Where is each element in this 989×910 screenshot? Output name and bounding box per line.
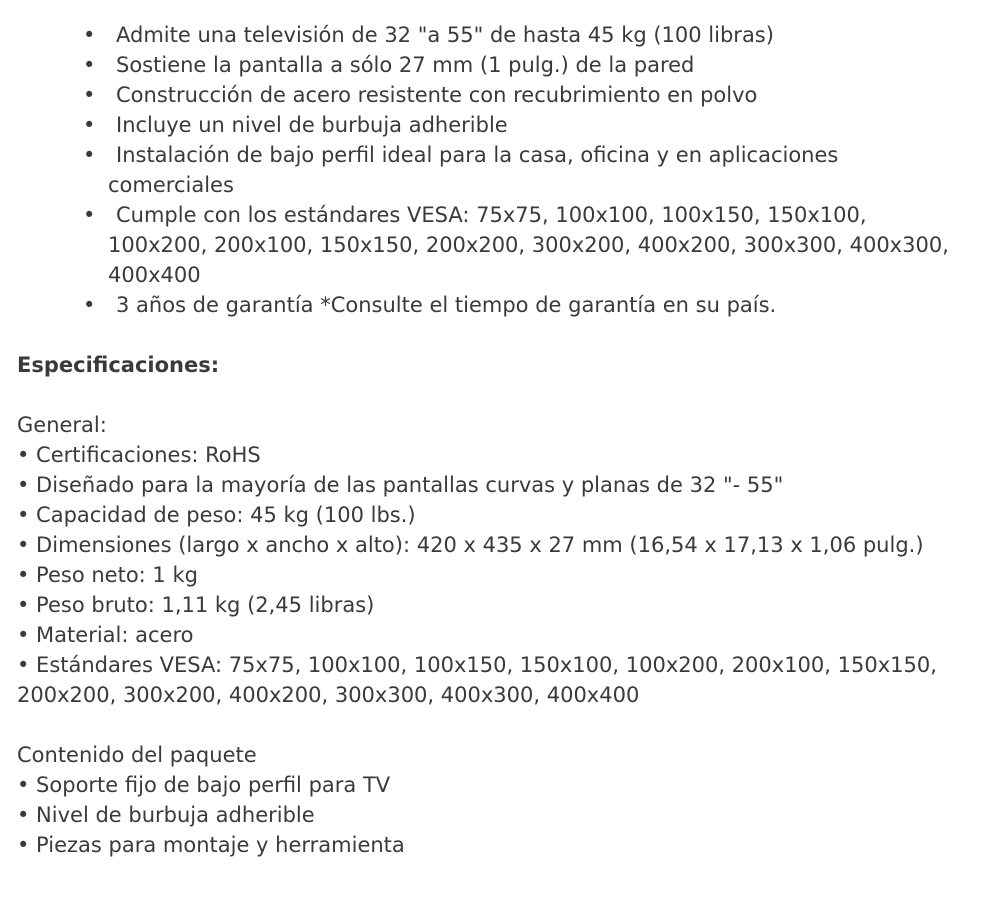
- feature-text: Instalación de bajo perfil ideal para la casa, oficina y en aplicaciones comerciales: [108, 143, 839, 197]
- feature-text: 3 años de garantía *Consulte el tiempo de garantía en su país.: [116, 293, 777, 317]
- general-section: [17, 410, 989, 710]
- bullet-icon: •: [83, 293, 96, 317]
- feature-item: [17, 140, 969, 200]
- bullet-icon: •: [83, 113, 96, 137]
- bullet-icon: •: [83, 203, 96, 227]
- feature-text: Construcción de acero resistente con recubrimiento en polvo: [116, 83, 758, 107]
- bullet-icon: •: [83, 53, 96, 77]
- feature-text: Admite una televisión de 32 "a 55" de hasta 45 kg (100 libras): [116, 23, 774, 47]
- spec-item: • Material: acero: [17, 623, 194, 647]
- spec-item: • Capacidad de peso: 45 kg (100 lbs.): [17, 503, 416, 527]
- package-section: [17, 740, 989, 860]
- feature-item: [17, 200, 969, 290]
- package-content-list: [17, 770, 977, 860]
- feature-item: [17, 50, 969, 80]
- package-item: • Piezas para montaje y herramienta: [17, 833, 405, 857]
- spec-item: • Peso bruto: 1,11 kg (2,45 libras): [17, 593, 375, 617]
- feature-item: [17, 290, 969, 320]
- general-title: General:: [17, 413, 107, 437]
- specs-title: Especificaciones:: [17, 353, 220, 377]
- spec-item: • Estándares VESA: 75x75, 100x100, 100x150, 150x100, 100x200, 200x100, 150x150, 200x200, 300x200, 400x200, 300x300, 400x300, 400x400: [17, 653, 937, 707]
- feature-item: [17, 110, 969, 140]
- package-item: • Nivel de burbuja adherible: [17, 803, 315, 827]
- feature-item: [17, 80, 969, 110]
- package-item: • Soporte fijo de bajo perfil para TV: [17, 773, 391, 797]
- feature-item: [17, 20, 969, 50]
- feature-text: Incluye un nivel de burbuja adherible: [116, 113, 508, 137]
- feature-list: [17, 20, 989, 320]
- bullet-icon: •: [83, 23, 96, 47]
- bullet-icon: •: [83, 143, 96, 167]
- feature-text: Sostiene la pantalla a sólo 27 mm (1 pulg.) de la pared: [116, 53, 695, 77]
- bullet-icon: •: [83, 83, 96, 107]
- general-spec-list: [17, 440, 977, 710]
- spec-item: • Diseñado para la mayoría de las pantallas curvas y planas de 32 "- 55": [17, 473, 784, 497]
- feature-text: Cumple con los estándares VESA: 75x75, 100x100, 100x150, 150x100, 100x200, 200x100, 150x150, 200x200, 300x200, 400x200, 300x300, 400x300, 400x400: [108, 203, 949, 287]
- package-title: Contenido del paquete: [17, 743, 257, 767]
- spec-item: • Peso neto: 1 kg: [17, 563, 198, 587]
- spec-item: • Certificaciones: RoHS: [17, 443, 261, 467]
- spec-item: • Dimensiones (largo x ancho x alto): 420 x 435 x 27 mm (16,54 x 17,13 x 1,06 pulg.): [17, 533, 924, 557]
